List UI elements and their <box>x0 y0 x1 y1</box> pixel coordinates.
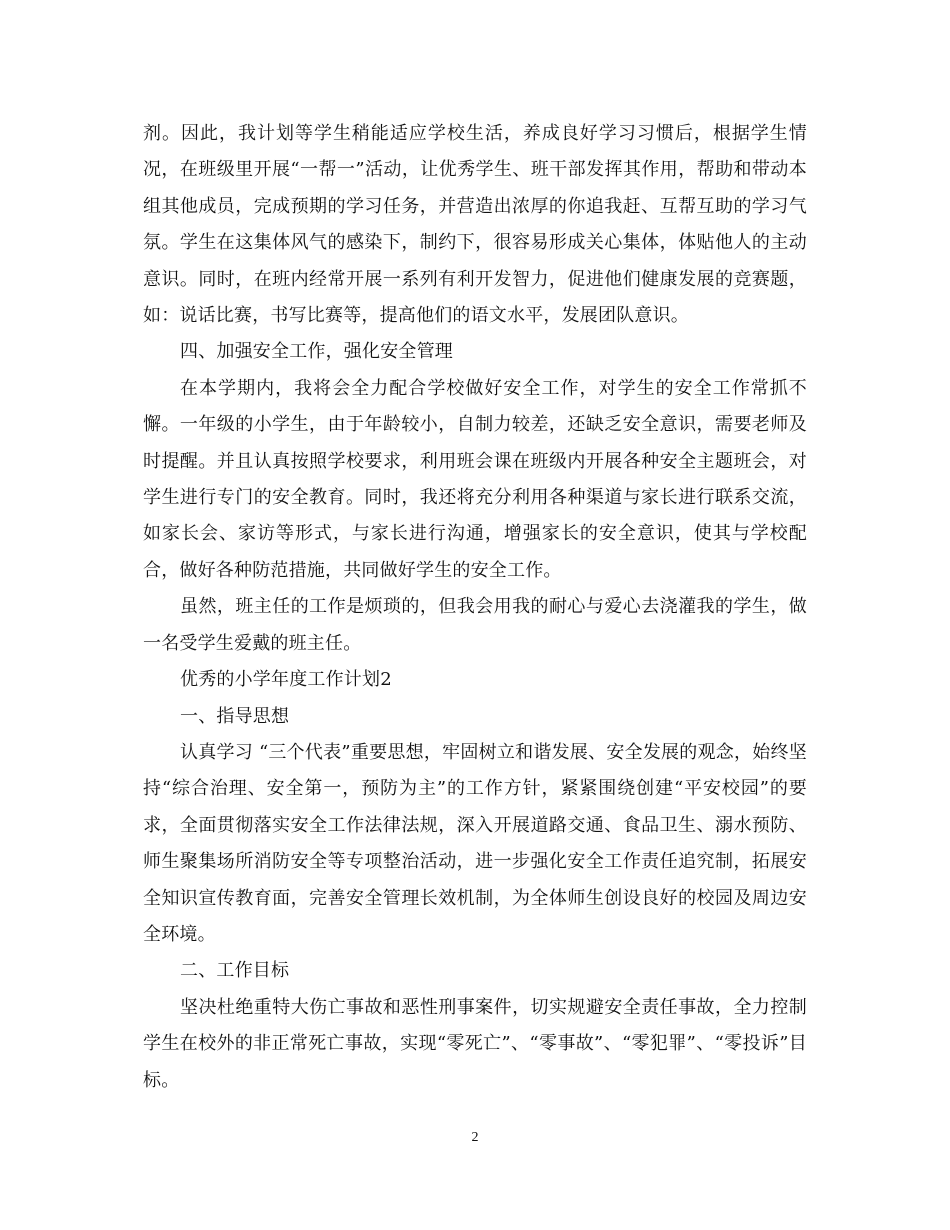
section-heading-guiding-ideology: 一、指导思想 <box>180 705 290 727</box>
section-heading-safety: 四、加强安全工作，强化安全管理 <box>180 341 453 363</box>
paragraph-safety-work: 在本学期内，我将会全力配合学校做好安全工作，对学生的安全工作常抓不懈。一年级的小学生，由于年龄较小，自制力较差，还缺乏安全意识，需要老师及时提醒。并且认真按照学校要求，利用班会课在班级内开展各种安全主题班会，对学生进行专门的安全教育。同时，我还将充分利用各种渠道与家长进行联系交流，如家长会、家访等形式，与家长进行沟通，增强家长的安全意识，使其与学校配合，做好各种防范措施，共同做好学生的安全工作。 <box>143 377 807 581</box>
paragraph-continuation: 剂。因此，我计划等学生稍能适应学校生活，养成良好学习习惯后，根据学生情况，在班级里开展“一帮一”活动，让优秀学生、班干部发挥其作用，帮助和带动本组其他成员，完成预期的学习任务，并营造出浓厚的你追我赶、互帮互助的学习气氛。学生在这集体风气的感染下，制约下，很容易形成关心集体，体贴他人的主动意识。同时，在班内经常开展一系列有利开发智力，促进他们健康发展的竞赛题，如：说话比赛，书写比赛等，提高他们的语文水平，发展团队意识。 <box>143 123 807 327</box>
paragraph-guiding-ideology: 认真学习 “三个代表”重要思想，牢固树立和谐发展、安全发展的观念，始终坚持“综合治理、安全第一，预防为主”的工作方针，紧紧围绕创建“平安校园”的要求，全面贯彻落实安全工作法律法规，深入开展道路交通、食品卫生、溺水预防、师生聚集场所消防安全等专项整治活动，进一步强化安全工作责任追究制，拓展安全知识宣传教育面，完善安全管理长效机制，为全体师生创设良好的校园及周边安全环境。 <box>143 741 807 945</box>
section-heading-work-goals: 二、工作目标 <box>180 960 290 982</box>
paragraph-work-goals: 坚决杜绝重特大伤亡事故和恶性刑事案件，切实规避安全责任事故，全力控制学生在校外的非正常死亡事故，实现“零死亡”、“零事故”、“零犯罪”、“零投诉”目标。 <box>143 996 807 1091</box>
document-subtitle: 优秀的小学年度工作计划2 <box>180 669 392 691</box>
page-number: 2 <box>471 1130 479 1145</box>
paragraph-conclusion: 虽然，班主任的工作是烦琐的，但我会用我的耐心与爱心去浇灌我的学生，做一名受学生爱戴的班主任。 <box>143 596 807 654</box>
document-body <box>143 116 807 1099</box>
